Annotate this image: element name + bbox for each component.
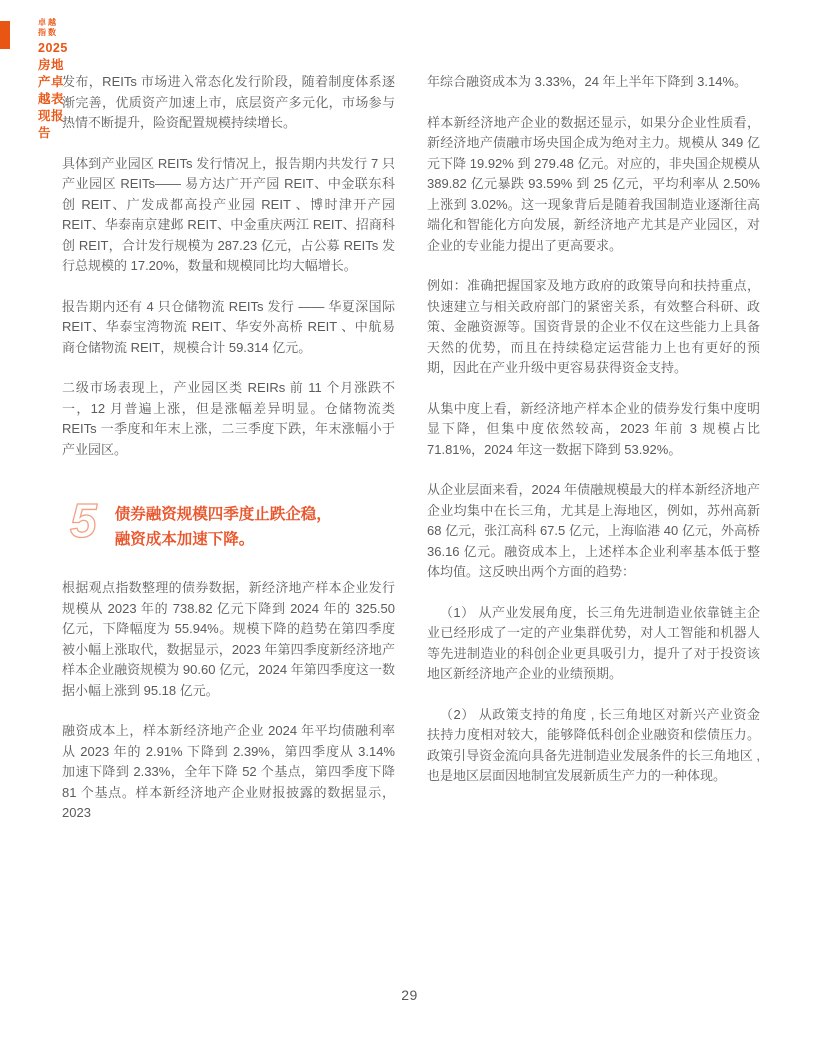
page-footer: [0, 987, 819, 1005]
paragraph: 例如：准确把握国家及地方政府的政策导向和扶持重点，快速建立与相关政府部门的紧密关系，有效整合科研、政策、金融资源等。国资背景的企业不仅在这些能力上具备天然的优势，而且在持续稳定运营能力上也有更好的预期，因此在产业升级中更容易获得资金支持。: [427, 278, 760, 375]
paragraph: 年综合融资成本为 3.33%，24 年上半年下降到 3.14%。: [427, 74, 748, 89]
section-title-line1: 债券融资规模四季度止跌企稳，: [114, 506, 332, 523]
paragraph: 从企业层面来看，2024 年债融规模最大的样本新经济地产企业均集中在长三角，尤其是上海地区，例如，苏州高新 68 亿元，张江高科 67.5 亿元，上海临港 40 亿元，外高桥 36.16 亿元。融资成本上，上述样本企业利率基本低于整体均值。这反映出两个方面的趋势：: [427, 482, 760, 579]
right-column: [427, 72, 760, 844]
paragraph: 二级市场表现上，产业园区类 REIRs 前 11 个月涨跌不一，12 月普遍上涨，但是涨幅差异明显。仓储物流类 REITs 一季度和年末上涨，二三季度下跌，年末涨幅小于产业园区。: [62, 380, 395, 457]
section-title: [115, 498, 332, 552]
logo-series-label: 卓越指数: [38, 18, 58, 37]
paragraph: 报告期内还有 4 只仓储物流 REITs 发行 —— 华夏深国际 REIT、华泰宝湾物流 REIT、华安外高桥 REIT 、中航易商仓储物流 REIT，规模合计 59.314 亿元。: [62, 298, 395, 355]
paragraph: 根据观点指数整理的债券数据，新经济地产样本企业发行规模从 2023 年的 738.82 亿元下降到 2024 年的 325.50 亿元，下降幅度为 55.94%。规模下降的趋势在第四季度被小幅上涨取代，数据显示，2023 年第四季度新经济地产样本企业融资规模为 90.60 亿元，2024 年第四季度这一数据小幅上涨到 95.18 亿元。: [62, 580, 395, 698]
paragraph: 具体到产业园区 REITs 发行情况上，报告期内共发行 7 只产业园区 REITs—— 易方达广开产园 REIT、中金联东科创 REIT、广发成都高投产业园 REIT 、博时津开产园 REIT、华泰南京建邺 REIT、中金重庆两江 REIT、招商科创 REIT，合计发行规模为 287.23 亿元，占公募 REITs 发行总规模的 17.20%，数量和规模同比均大幅增长。: [62, 155, 395, 273]
report-title: 2025 房地产卓越表现报告: [38, 41, 68, 140]
left-column: [62, 72, 395, 844]
section-title-line2: 融资成本加速下降。: [114, 531, 255, 548]
logo-accent-bar: [0, 21, 10, 49]
paragraph: （1） 从产业发展角度，长三角先进制造业依靠链主企业已经形成了一定的产业集群优势，对人工智能和机器人等先进制造业的科创企业更具吸引力，提升了对于投资该地区新经济地产企业的业绩预期。: [427, 604, 760, 681]
article-body: [62, 72, 760, 844]
section-5-heading: [70, 495, 395, 552]
section-number: 5: [70, 495, 97, 548]
paragraph: 融资成本上，样本新经济地产企业 2024 年平均债融利率从 2023 年的 2.91% 下降到 2.39%，第四季度从 3.14% 加速下降到 2.33%，全年下降 52 个基点，第四季度下降 81 个基点。样本新经济地产企业财报披露的数据显示，2023: [62, 723, 395, 820]
paragraph: 样本新经济地产企业的数据还显示，如果分企业性质看，新经济地产债融市场央国企成为绝对主力。规模从 349 亿元下降 19.92% 到 279.48 亿元。对应的，非央国企规模从 389.82 亿元暴跌 93.59% 到 25 亿元，平均利率从 2.50% 上涨到 3.02%。这一现象背后是随着我国制造业逐渐往高端化和智能化方向发展，新经济地产尤其是产业园区，对企业的专业能力提出了更高要求。: [427, 114, 760, 253]
paragraph: （2） 从政策支持的角度 , 长三角地区对新兴产业资金扶持力度相对较大，能够降低科创企业融资和偿债压力。政策引导资金流向具备先进制造业发展条件的长三角地区 , 也是地区层面因地制宜发展新质生产力的一种体现。: [427, 706, 760, 783]
paragraph: 从集中度上看，新经济地产样本企业的债券发行集中度明显下降，但集中度依然较高，2023 年前 3 规模占比 71.81%，2024 年这一数据下降到 53.92%。: [427, 400, 760, 457]
page-number: 29: [401, 987, 418, 1003]
paragraph: 发布，REITs 市场进入常态化发行阶段，随着制度体系逐渐完善，优质资产加速上市，底层资产多元化，市场参与热情不断提升，险资配置规模持续增长。: [62, 74, 395, 130]
